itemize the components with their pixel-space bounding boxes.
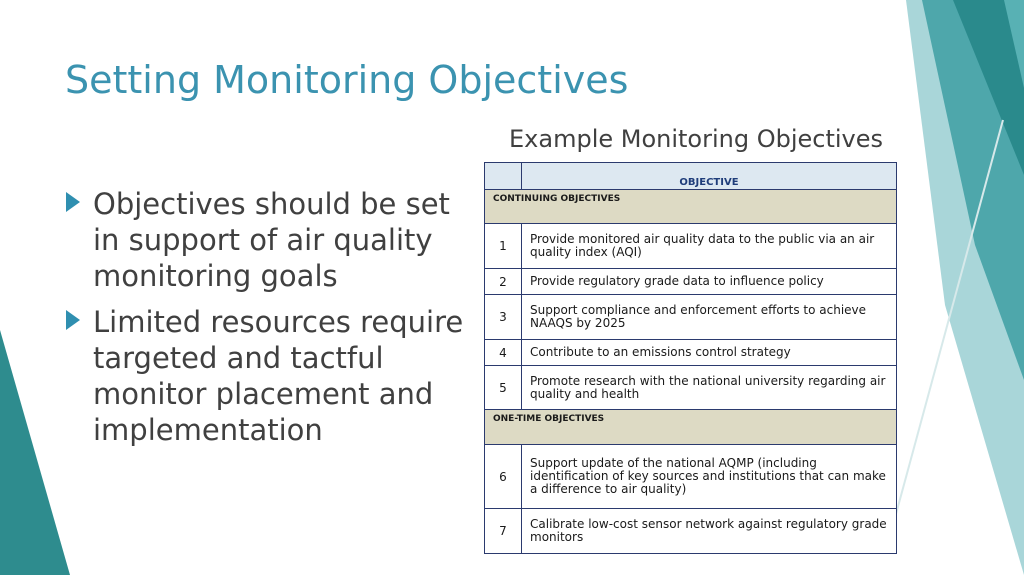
table-row	[485, 340, 897, 366]
row-number: 2	[485, 269, 522, 295]
table-heading: Example Monitoring Objectives	[509, 125, 884, 153]
bullet-item	[64, 186, 464, 294]
bullet-list	[64, 186, 464, 458]
row-objective: Support compliance and enforcement efforts to achieve NAAQS by 2025	[522, 295, 897, 340]
section-row	[485, 410, 897, 445]
table-header-row	[485, 163, 897, 190]
slide-title: Setting Monitoring Objectives	[65, 58, 629, 102]
row-number: 7	[485, 509, 522, 554]
row-number: 5	[485, 366, 522, 410]
objective-column-header: OBJECTIVE	[522, 163, 897, 190]
row-objective: Support update of the national AQMP (including identification of key sources and institutions that can make a difference to air quality)	[522, 445, 897, 509]
row-objective: Provide regulatory grade data to influence policy	[522, 269, 897, 295]
table-row	[485, 295, 897, 340]
bullet-text: Limited resources require targeted and tactful monitor placement and implementation	[93, 305, 464, 447]
table-row	[485, 445, 897, 509]
section-row	[485, 190, 897, 224]
row-objective: Contribute to an emissions control strategy	[522, 340, 897, 366]
number-column-header	[485, 163, 522, 190]
objectives-table	[484, 162, 897, 554]
table-row	[485, 366, 897, 410]
left-bottom-panel	[0, 330, 70, 575]
row-number: 6	[485, 445, 522, 509]
section-label: CONTINUING OBJECTIVES	[485, 190, 897, 224]
row-number: 1	[485, 224, 522, 269]
bullet-item	[64, 304, 464, 448]
row-objective: Calibrate low-cost sensor network against regulatory grade monitors	[522, 509, 897, 554]
row-objective: Provide monitored air quality data to the public via an air quality index (AQI)	[522, 224, 897, 269]
row-number: 4	[485, 340, 522, 366]
table-row	[485, 509, 897, 554]
triangle-bullet-icon	[66, 192, 80, 212]
table-row	[485, 269, 897, 295]
row-objective: Promote research with the national university regarding air quality and health	[522, 366, 897, 410]
bullet-text: Objectives should be set in support of air quality monitoring goals	[93, 187, 450, 293]
triangle-bullet-icon	[66, 310, 80, 330]
row-number: 3	[485, 295, 522, 340]
table-row	[485, 224, 897, 269]
section-label: ONE-TIME OBJECTIVES	[485, 410, 897, 445]
